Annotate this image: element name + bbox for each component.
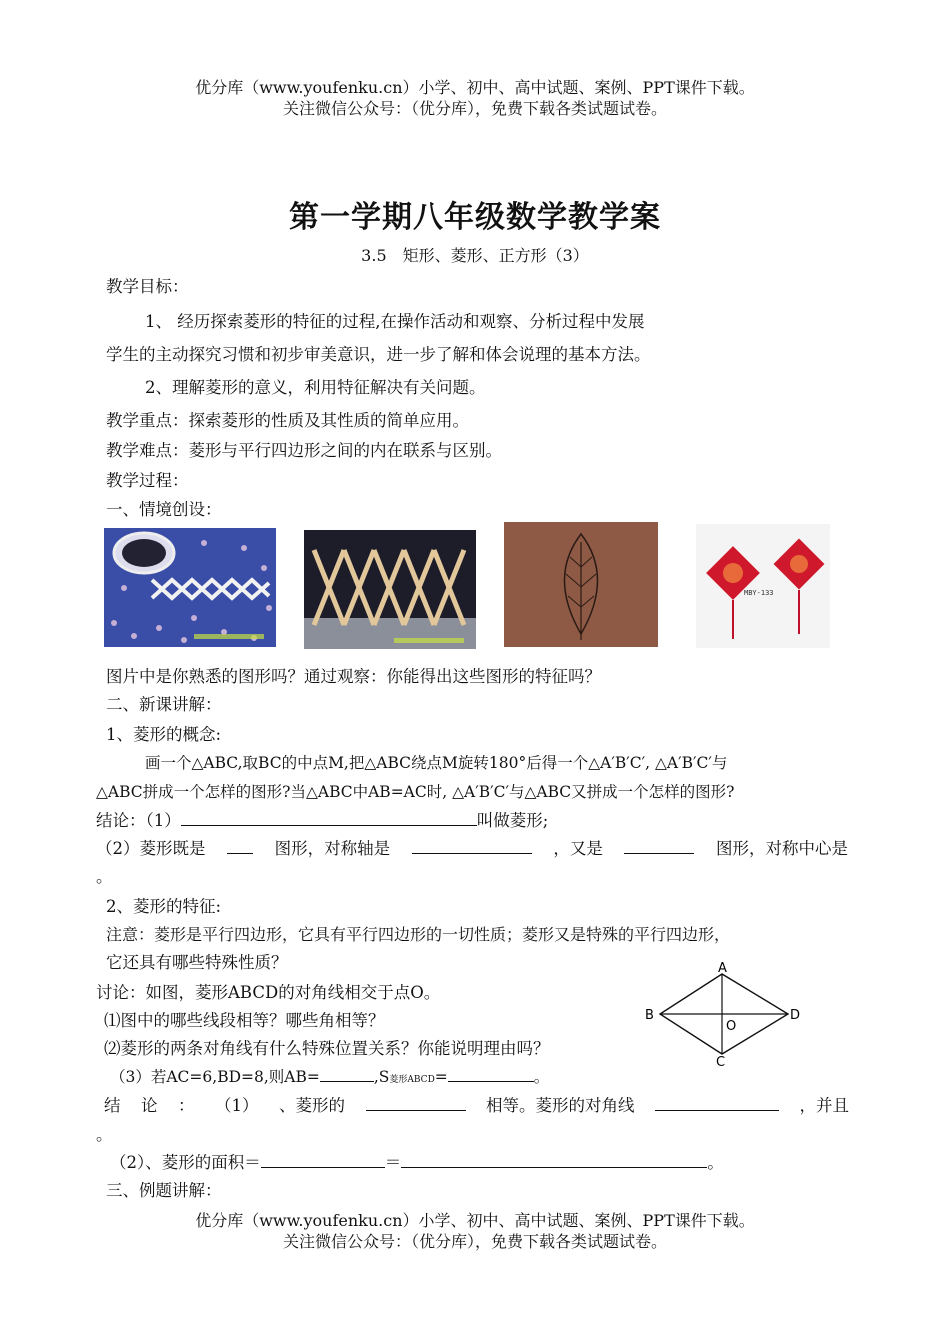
section-3-heading: 三、例题讲解： xyxy=(106,1181,222,1200)
question-3 xyxy=(110,1066,549,1091)
objective-1a: 1、 经历探索菱形的特征的过程,在操作活动和观察、分析过程中发展 xyxy=(145,312,645,331)
page-footer-line2: 关注微信公众号：（优分库），免费下载各类试题试卷。 xyxy=(282,1232,667,1251)
question-3-end: 。 xyxy=(533,1068,550,1086)
page-header-line2: 关注微信公众号：（优分库），免费下载各类试题试卷。 xyxy=(282,99,667,118)
feature-heading: 2、菱形的特征: xyxy=(106,897,222,916)
photo-leaf-drawing xyxy=(504,522,658,647)
objective-2: 2、理解菱形的意义，利用特征解决有关问题。 xyxy=(145,378,486,397)
page-header-line1: 优分库（www.youfenku.cn）小学、初中、高中试题、案例、PPT课件下载。 xyxy=(195,78,755,97)
objective-1b: 学生的主动探究习惯和初步审美意识，进一步了解和体会说理的基本方法。 xyxy=(106,345,651,364)
photo-expanding-ruler xyxy=(104,528,276,647)
blank-area-2[interactable] xyxy=(401,1152,707,1168)
photo-question: 图片中是你熟悉的图形吗？通过观察：你能得出这些图形的特征吗？ xyxy=(106,667,601,686)
area-part2: ＝ xyxy=(384,1153,402,1172)
blank-area-1[interactable] xyxy=(261,1152,385,1168)
blank-equal-parts[interactable] xyxy=(366,1095,466,1111)
question-3-part2: ,S xyxy=(373,1068,390,1086)
rhombus-diagram xyxy=(640,960,810,1070)
blank-central-symmetric[interactable] xyxy=(624,838,694,854)
conclusion-1-prefix: 结论：（1） xyxy=(96,811,181,830)
conclusion-2-part1: （2）菱形既是 xyxy=(96,839,206,858)
question-3-part1: （3）若AC=6,BD=8,则AB= xyxy=(110,1068,320,1086)
key-point: 教学重点：探索菱形的性质及其性质的简单应用。 xyxy=(106,411,469,430)
concept-heading: 1、菱形的概念: xyxy=(106,725,222,744)
conclusion-1 xyxy=(96,810,548,832)
area-formula xyxy=(110,1152,724,1174)
conclusion-3-end: 。 xyxy=(96,1125,113,1144)
blank-diagonal-property[interactable] xyxy=(655,1095,779,1111)
conclusion-3-c7: ，并且 xyxy=(799,1096,849,1115)
photo-red-ornaments xyxy=(696,524,830,648)
concept-paragraph-1: 画一个△ABC,取BC的中点M,把△ABC绕点M旋转180°后得一个△A′B′C′, △A′B′C′与 xyxy=(145,754,728,772)
note-line-1: 注意：菱形是平行四边形，它具有平行四边形的一切性质；菱形又是特殊的平行四边形， xyxy=(106,925,731,944)
photo-wooden-lattice xyxy=(304,530,476,649)
conclusion-2 xyxy=(96,838,848,860)
objectives-heading: 教学目标： xyxy=(106,277,189,296)
blank-definition[interactable] xyxy=(181,810,477,826)
page-footer-line1: 优分库（www.youfenku.cn）小学、初中、高中试题、案例、PPT课件下载。 xyxy=(195,1211,755,1230)
difficulty: 教学难点：菱形与平行四边形之间的内在联系与区别。 xyxy=(106,441,502,460)
conclusion-2-part2: 图形，对称轴是 xyxy=(274,839,391,858)
vertex-label-b: B xyxy=(645,1008,654,1023)
area-end: 。 xyxy=(707,1153,724,1172)
conclusion-1-suffix: 叫做菱形; xyxy=(476,811,549,830)
blank-area-value[interactable] xyxy=(448,1066,534,1082)
conclusion-3-c2: 论 xyxy=(141,1096,158,1115)
conclusion-3-c3: ： xyxy=(178,1096,195,1115)
concept-paragraph-2: △ABC拼成一个怎样的图形?当△ABC中AB=AC时, △A′B′C′与△ABC又拼成一个怎样的图形? xyxy=(96,783,735,801)
page-subtitle: 3.5 矩形、菱形、正方形（3） xyxy=(361,246,589,265)
vertex-label-d: D xyxy=(790,1008,801,1023)
question-2: ⑵菱形的两条对角线有什么特殊位置关系？你能说明理由吗？ xyxy=(104,1039,550,1058)
question-3-subscript: 菱形ABCD xyxy=(389,1075,435,1085)
conclusion-3 xyxy=(104,1095,849,1117)
vertex-label-c: C xyxy=(716,1055,726,1070)
process-heading: 教学过程： xyxy=(106,471,189,490)
conclusion-2-part3: ，又是 xyxy=(553,839,603,858)
center-label-o: O xyxy=(726,1019,737,1034)
blank-ab-length[interactable] xyxy=(320,1066,374,1082)
ornament-tag-label: MBY-133 xyxy=(744,589,774,597)
question-3-part3: = xyxy=(434,1068,448,1086)
conclusion-3-c1: 结 xyxy=(104,1096,121,1115)
vertex-label-a: A xyxy=(718,961,727,976)
conclusion-2-end: 。 xyxy=(96,867,113,886)
section-2-heading: 二、新课讲解： xyxy=(106,695,222,714)
note-line-2: 它还具有哪些特殊性质？ xyxy=(106,953,288,972)
blank-symmetry-axis[interactable] xyxy=(412,838,532,854)
blank-symmetric-type[interactable] xyxy=(227,838,253,854)
section-1-heading: 一、情境创设： xyxy=(106,500,222,519)
discussion: 讨论：如图，菱形ABCD的对角线相交于点O。 xyxy=(96,983,441,1002)
page-title: 第一学期八年级数学教学案 xyxy=(289,200,661,235)
conclusion-3-c5: 、菱形的 xyxy=(279,1096,345,1115)
area-part1: （2）、菱形的面积＝ xyxy=(110,1153,261,1172)
conclusion-3-c6: 相等。菱形的对角线 xyxy=(486,1096,635,1115)
conclusion-2-part4: 图形，对称中心是 xyxy=(715,839,848,858)
question-1: ⑴图中的哪些线段相等？哪些角相等？ xyxy=(104,1011,385,1030)
conclusion-3-c4: （1） xyxy=(215,1096,259,1115)
